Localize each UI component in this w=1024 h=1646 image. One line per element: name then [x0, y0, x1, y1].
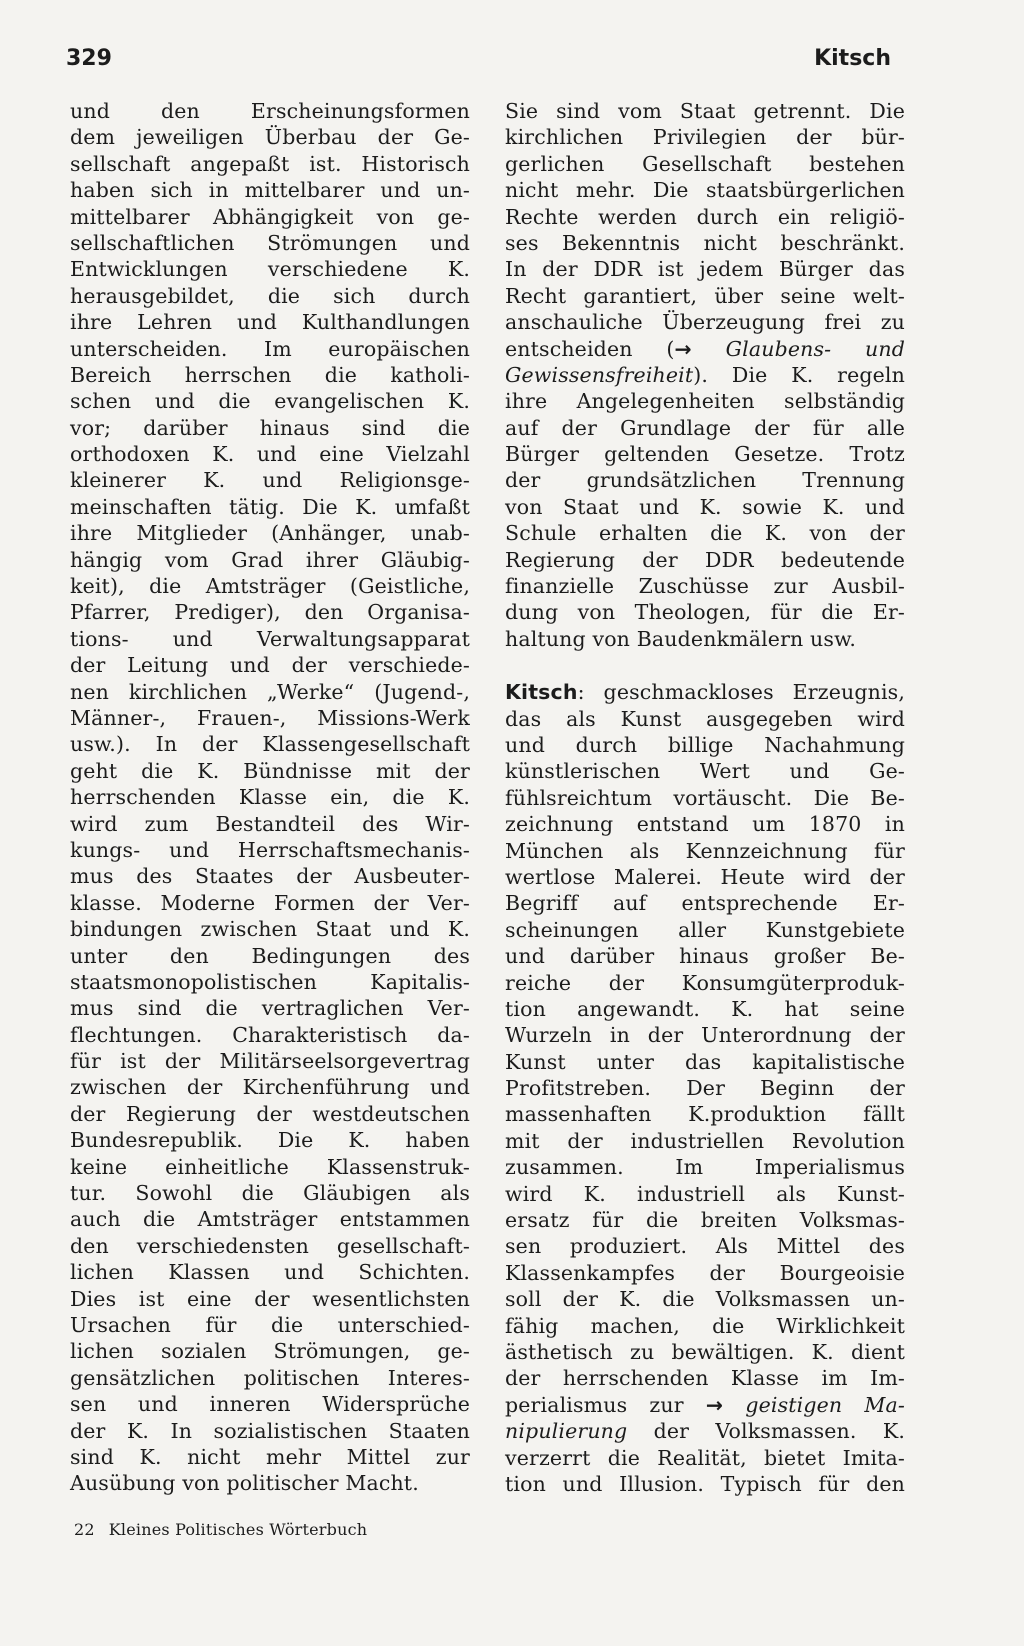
kitsch-entry-body [505, 706, 905, 1392]
text-line: künstlerischen Wert und Ge- [505, 759, 905, 784]
text-line: tion und Illusion. Typisch für den [505, 1471, 905, 1496]
crossref-line-3: perialismus zur → geistigen Ma- [505, 1392, 905, 1417]
text-line: soll der K. die Volksmassen un- [505, 1287, 905, 1312]
text-line: Regierung der DDR bedeutende [505, 547, 905, 572]
crossref-line-2: Gewissensfreiheit). Die K. regeln [505, 362, 905, 387]
text-line: das als Kunst ausgegeben wird [505, 706, 905, 731]
text-line: usw.). In der Klassengesellschaft [70, 732, 470, 757]
text-line: Bürger geltenden Gesetze. Trotz [505, 442, 905, 467]
text-line: Dies ist eine der wesentlichsten [70, 1286, 470, 1311]
text-line: haben sich in mittelbarer und un- [70, 178, 470, 203]
text-line: verzerrt die Realität, bietet Imita- [505, 1445, 905, 1470]
book-title: Kleines Politisches Wörterbuch [108, 1520, 368, 1539]
crossref-term: nipulierung [505, 1419, 628, 1444]
text-line: von Staat und K. sowie K. und [505, 494, 905, 519]
text-line: kirchlichen Privilegien der bür- [505, 125, 905, 150]
text-line: staatsmonopolistischen Kapitalis- [70, 969, 470, 994]
text-line: Profitstreben. Der Beginn der [505, 1076, 905, 1101]
text-line: der Leitung und der verschiede- [70, 653, 470, 678]
text-line: zwischen der Kirchenführung und [70, 1075, 470, 1100]
text-line: wird zum Bestandteil des Wir- [70, 811, 470, 836]
text-line: Entwicklungen verschiedene K. [70, 257, 470, 282]
text-line: Pfarrer, Prediger), den Organisa- [70, 600, 470, 625]
text-line: zeichnung entstand um 1870 in [505, 812, 905, 837]
text-line: klasse. Moderne Formen der Ver- [70, 890, 470, 915]
text-line: nen kirchlichen „Werke“ (Jugend-, [70, 679, 470, 704]
text-line: ihre Mitglieder (Anhänger, unab- [70, 521, 470, 546]
text-line: kleinerer K. und Religionsge- [70, 468, 470, 493]
text-line: lichen Klassen und Schichten. [70, 1260, 470, 1285]
text-line: Begriff auf entsprechende Er- [505, 891, 905, 916]
right-column [505, 98, 905, 1497]
text-line: fähig machen, die Wirklichkeit [505, 1313, 905, 1338]
text-line: auch die Amtsträger entstammen [70, 1207, 470, 1232]
arrow-icon: → [705, 1392, 724, 1417]
headword: Kitsch [505, 680, 578, 705]
text-line: mit der industriellen Revolution [505, 1128, 905, 1153]
text-line: dung von Theologen, für die Er- [505, 600, 905, 625]
text-line: gerlichen Gesellschaft bestehen [505, 151, 905, 176]
text-line: Kunst unter das kapitalistische [505, 1049, 905, 1074]
text-line: Wurzeln in der Unterordnung der [505, 1023, 905, 1048]
text-line: scheinungen aller Kunstgebiete [505, 917, 905, 942]
entry-gap [505, 652, 905, 679]
text-line: keit), die Amtsträger (Geistliche, [70, 574, 470, 599]
arrow-icon: → [674, 336, 692, 361]
text-line: ses Bekenntnis nicht beschränkt. [505, 230, 905, 255]
text-line: München als Kennzeichnung für [505, 838, 905, 863]
crossref-line-4: nipulierung der Volksmassen. K. [505, 1419, 905, 1444]
text-line: kungs- und Herrschaftsmechanis- [70, 837, 470, 862]
text-line: geht die K. Bündnisse mit der [70, 758, 470, 783]
text-line: flechtungen. Charakteristisch da- [70, 1022, 470, 1047]
text-line: keine einheitliche Klassenstruk- [70, 1154, 470, 1179]
text-line: mus des Staates der Ausbeuter- [70, 864, 470, 889]
text-line: fühlsreichtum vortäuscht. Die Be- [505, 785, 905, 810]
text-line: Klassenkampfes der Bourgeoisie [505, 1260, 905, 1285]
text-line: Männer-, Frauen-, Missions-Werk [70, 705, 470, 730]
text-line: sellschaftlichen Strömungen und [70, 230, 470, 255]
text-line: sen und inneren Widersprüche [70, 1392, 470, 1417]
text-line: Sie sind vom Staat getrennt. Die [505, 99, 905, 123]
text-line: herausgebildet, die sich durch [70, 283, 470, 308]
crossref-line-1: entscheiden (→ Glaubens- und [505, 336, 905, 361]
text-line: vor; darüber hinaus sind die [70, 415, 470, 440]
text-line: auf der Grundlage der für alle [505, 415, 905, 440]
kirche-entry-continuation [505, 98, 905, 336]
text-line: unterscheiden. Im europäischen [70, 336, 470, 361]
text-line: gensätzlichen politischen Interes- [70, 1365, 470, 1390]
text-line: sen produziert. Als Mittel des [505, 1234, 905, 1259]
text-line: ihre Angelegenheiten selbständig [505, 389, 905, 414]
page-number: 329 [66, 46, 112, 71]
text-line: massenhaften K.produktion fällt [505, 1102, 905, 1127]
text-line: tion angewandt. K. hat seine [505, 996, 905, 1021]
text-line: nicht mehr. Die staatsbürgerlichen [505, 178, 905, 203]
text-line: haltung von Baudenkmälern usw. [505, 626, 856, 651]
text-line: der herrschenden Klasse im Im- [505, 1366, 905, 1391]
text-line: sind K. nicht mehr Mittel zur [70, 1444, 470, 1469]
text-line: Bereich herrschen die katholi- [70, 362, 470, 387]
text-line: wird K. industriell als Kunst- [505, 1181, 905, 1206]
text-line: Recht garantiert, über seine welt- [505, 283, 905, 308]
text-line: ästhetisch zu bewältigen. K. dient [505, 1339, 905, 1364]
text-line: der Regierung der westdeutschen [70, 1101, 470, 1126]
signature-number: 22 [74, 1520, 95, 1539]
text-line: orthodoxen K. und eine Vielzahl [70, 442, 470, 467]
text-line: mittelbarer Abhängigkeit von ge- [70, 204, 470, 229]
text-line: mus sind die vertraglichen Ver- [70, 996, 470, 1021]
text-line: ersatz für die breiten Volksmas- [505, 1208, 905, 1233]
text-line: für ist der Militärseelsorgevertrag [70, 1049, 470, 1074]
text-line: zusammen. Im Imperialismus [505, 1155, 905, 1180]
text-line: und den Erscheinungsformen [70, 99, 470, 123]
page-footer [74, 1520, 367, 1539]
running-head: Kitsch [814, 46, 891, 71]
text-line: Ursachen für die unterschied- [70, 1312, 470, 1337]
crossref-term: Glaubens- und [725, 336, 905, 361]
text-line: sellschaft angepaßt ist. Historisch [70, 151, 470, 176]
text-line: Bundesrepublik. Die K. haben [70, 1128, 470, 1153]
text-line: hängig vom Grad ihrer Gläubig- [70, 547, 470, 572]
text-line: unter den Bedingungen des [70, 943, 470, 968]
text-line: finanzielle Zuschüsse zur Ausbil- [505, 574, 905, 599]
text-line: den verschiedensten gesellschaft- [70, 1233, 470, 1258]
text-line: dem jeweiligen Überbau der Ge- [70, 125, 470, 150]
text-line: tur. Sowohl die Gläubigen als [70, 1181, 470, 1206]
crossref-term: Gewissensfreiheit [505, 362, 694, 387]
crossref-term: geistigen Ma- [745, 1392, 905, 1417]
text-line: schen und die evangelischen K. [70, 389, 470, 414]
text-line: und darüber hinaus großer Be- [505, 944, 905, 969]
left-column [70, 98, 470, 1497]
text-line: bindungen zwischen Staat und K. [70, 917, 470, 942]
text-line: In der DDR ist jedem Bürger das [505, 257, 905, 282]
text-line: der K. In sozialistischen Staaten [70, 1418, 470, 1443]
text-line: anschauliche Überzeugung frei zu [505, 310, 905, 335]
text-line: wertlose Malerei. Heute wird der [505, 864, 905, 889]
kirche-entry-end [505, 388, 905, 652]
text-line: der grundsätzlichen Trennung [505, 468, 905, 493]
text-line: herrschenden Klasse ein, die K. [70, 785, 470, 810]
text-line: Rechte werden durch ein religiö- [505, 204, 905, 229]
text-line: und durch billige Nachahmung [505, 732, 905, 757]
kitsch-first-line: Kitsch: geschmackloses Erzeugnis, [505, 680, 905, 705]
text-line: reiche der Konsumgüterproduk- [505, 970, 905, 995]
text-line: tions- und Verwaltungsapparat [70, 626, 470, 651]
text-line: ihre Lehren und Kulthandlungen [70, 310, 470, 335]
text-line: Schule erhalten die K. von der [505, 521, 905, 546]
kitsch-entry-end [505, 1445, 905, 1498]
text-line: meinschaften tätig. Die K. umfaßt [70, 494, 470, 519]
text-line: Ausübung von politischer Macht. [70, 1471, 419, 1496]
text-line: lichen sozialen Strömungen, ge- [70, 1339, 470, 1364]
